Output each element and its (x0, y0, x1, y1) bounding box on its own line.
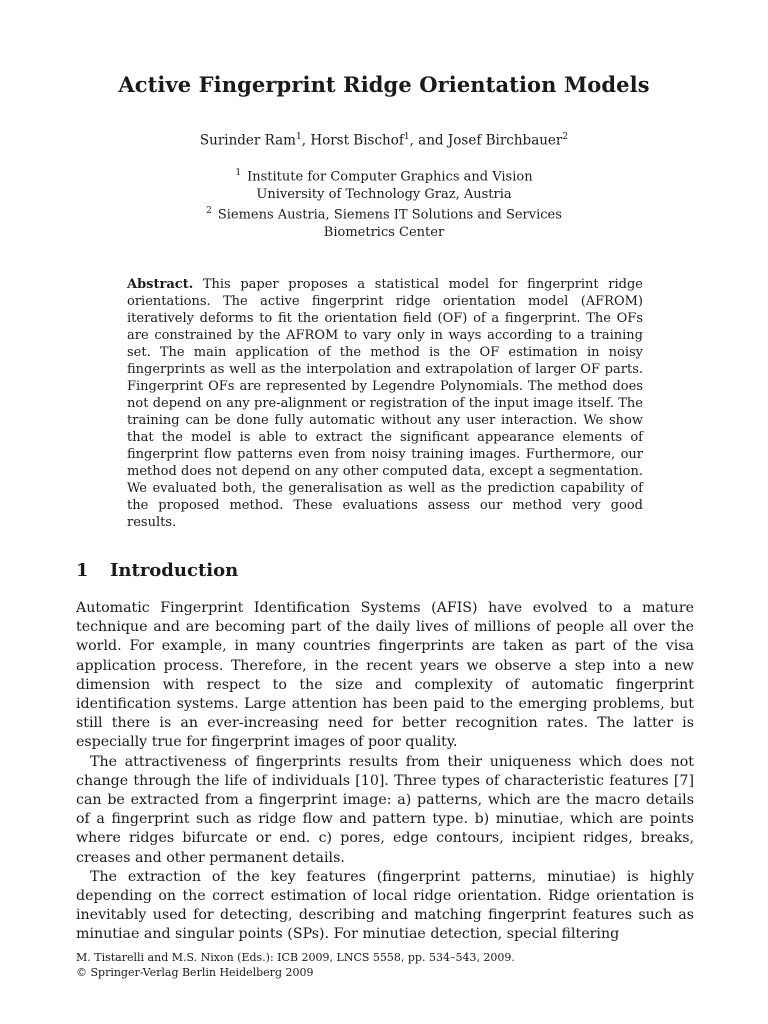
affiliation-line: University of Technology Graz, Austria (256, 186, 512, 202)
affiliations (0, 165, 768, 242)
affiliation-text: Siemens Austria, Siemens IT Solutions and Services (217, 207, 562, 223)
footnote (76, 951, 515, 980)
paragraph: Automatic Fingerprint Identification Systems (AFIS) have evolved to a mature technique and are becoming part of the daily lives of millions of people all over the world. For example, in many countries fingerprints are taken as part of the visa application process. Therefore, in the recent years we observe a step into a new dimension with respect to the size and complexity of automatic fingerprint identification systems. Large attention has been paid to the emerging problems, but still there is an ever-increasing need for better recognition rates. The latter is especially true for fingerprint images of poor quality. (76, 600, 694, 751)
author-affiliation-mark: 1 (403, 132, 410, 142)
affiliation-line: Biometrics Center (323, 225, 445, 241)
body-text (76, 599, 694, 945)
paragraph: The attractiveness of fingerprints results from their uniqueness which does not change through the life of individuals [10]. Three types of characteristic features [7] can be extracted from a fingerprint image: a) patterns, which are the macro details of a fingerprint such as ridge flow and pattern type. b) minutiae, which are points where ridges bifurcate or end. c) pores, edge contours, incipient ridges, breaks, creases and other permanent details. (76, 753, 694, 866)
section-heading (76, 560, 238, 581)
copyright-line: © Springer-Verlag Berlin Heidelberg 2009 (76, 965, 314, 979)
author-separator: , and (409, 132, 448, 149)
citation-line: M. Tistarelli and M.S. Nixon (Eds.): ICB 2009, LNCS 5558, pp. 534–543, 2009. (76, 951, 515, 964)
affiliation-mark: 2 (206, 206, 212, 217)
paper-title: Active Fingerprint Ridge Orientation Models (118, 72, 650, 97)
author-separator: , (301, 132, 311, 149)
author-name: Surinder Ram (199, 132, 296, 149)
author-affiliation-mark: 2 (562, 132, 569, 142)
paragraph: The extraction of the key features (fingerprint patterns, minutiae) is highly depending on the correct estimation of local ridge orientation. Ridge orientation is inevitably used for detecting, describing and matching fingerprint features such as minutiae and singular points (SPs). For minutiae detection, special filtering (76, 868, 694, 943)
abstract-label: Abstract. (127, 277, 194, 292)
affiliation-line (0, 203, 768, 224)
abstract (127, 276, 643, 531)
abstract-text: This paper proposes a statistical model for fingerprint ridge orientations. The active fingerprint ridge orientation model (AFROM) iteratively deforms to fit the orientation field (OF) of a fingerprint. The OFs are constrained by the AFROM to vary only in ways according to a training set. The main application of the method is the OF estimation in noisy fingerprints as well as the interpolation and extrapolation of larger OF parts. Fingerprint OFs are represented by Legendre Polynomials. The method does not depend on any pre-alignment or registration of the input image itself. The training can be done fully automatic without any user interaction. We show that the model is able to extract the significant appearance elements of fingerprint flow patterns even from noisy training images. Furthermore, our method does not depend on any other computed data, except a segmentation. We evaluated both, the generalisation as well as the prediction capability of the proposed method. These evaluations assess our method very good results. (127, 277, 643, 530)
author-affiliation-mark: 1 (295, 132, 302, 142)
affiliation-line (0, 165, 768, 186)
author-list (0, 132, 768, 149)
affiliation-text: Institute for Computer Graphics and Vision (247, 169, 533, 185)
author-name: Josef Birchbauer (447, 132, 563, 149)
section-number: 1 (76, 560, 89, 581)
author-name: Horst Bischof (310, 132, 404, 149)
section-title: Introduction (110, 560, 239, 581)
affiliation-mark: 1 (235, 168, 242, 178)
